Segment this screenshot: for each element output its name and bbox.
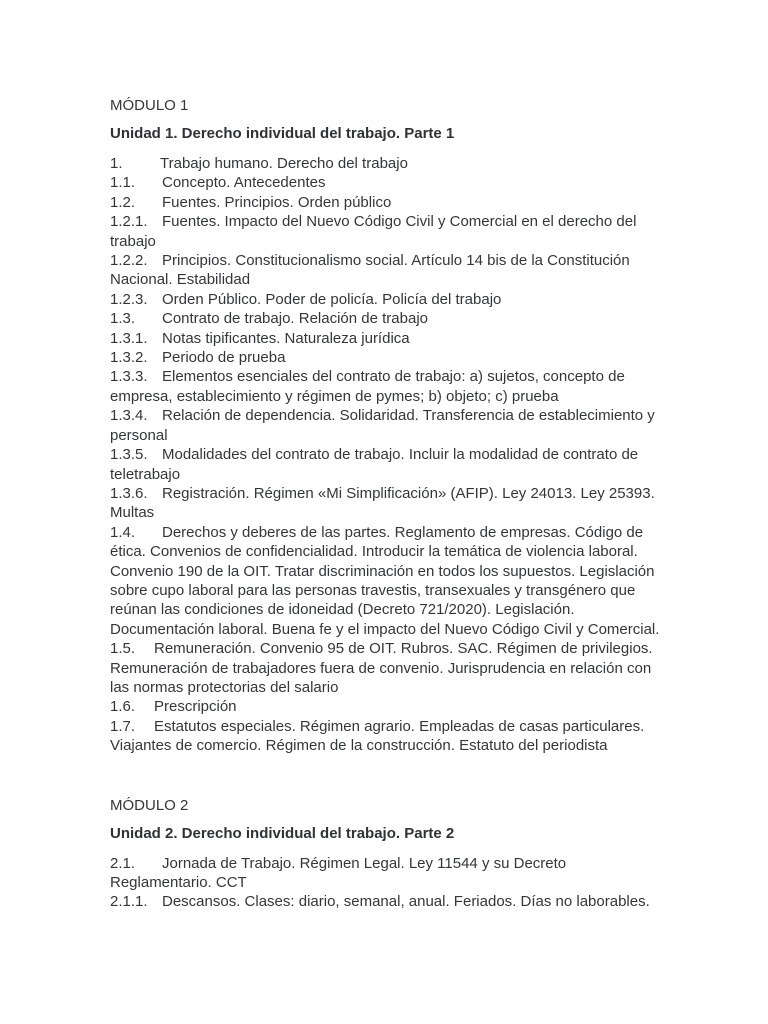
unit-2-title: Unidad 2. Derecho individual del trabajo. Parte 2: [110, 824, 455, 842]
item-text: Fuentes. Impacto del Nuevo Código Civil y Comercial en el derecho del trabajo: [110, 213, 637, 250]
item-text: Remuneración. Convenio 95 de OIT. Rubros. SAC. Régimen de privilegios. Remuneración de trabajadores fuera de convenio. Jurisprudencia en relación con las normas protectorias del salario: [110, 640, 653, 696]
item-text: Trabajo humano. Derecho del trabajo: [160, 155, 408, 172]
list-item: [110, 193, 662, 212]
item-text: Registración. Régimen «Mi Simplificación» (AFIP). Ley 24013. Ley 25393. Multas: [110, 484, 655, 522]
item-number: 1.3.2.: [110, 349, 148, 367]
item-number: 1.4.: [110, 523, 136, 541]
list-item: [110, 484, 662, 523]
item-number: 1.2.: [110, 193, 136, 211]
item-number: 2.1.1.: [110, 893, 148, 911]
item-text: Derechos y deberes de las partes. Reglamento de empresas. Código de ética. Convenios de confidencialidad. Introducir la temática de violencia laboral. Convenio 190 de la OIT. Tratar discriminación en todos los supuestos. Legislación sobre cupo laboral para las personas travestis, transexuales y transgénero que reúnan las condiciones de idoneidad (Decreto 721/2020). Legislación. Documentación laboral. Buena fe y el impacto del Nuevo Código Civil y Comercial.: [110, 523, 660, 638]
list-item: [110, 445, 662, 484]
item-number: 1.6.: [110, 698, 136, 716]
list-item: [110, 406, 662, 445]
item-text: Concepto. Antecedentes: [162, 174, 326, 192]
item-number: 1.3.6.: [110, 484, 148, 502]
list-item: [110, 367, 662, 406]
item-text: Elementos esenciales del contrato de trabajo: a) sujetos, concepto de empresa, establecimiento y régimen de pymes; b) objeto; c) prueba: [110, 368, 625, 405]
item-number: 1.5.: [110, 640, 136, 658]
item-text: Periodo de prueba: [162, 349, 286, 367]
item-number: 1.: [110, 155, 123, 172]
item-text: Contrato de trabajo. Relación de trabajo: [162, 310, 429, 328]
item-number: 1.1.: [110, 174, 136, 192]
list-item: [110, 523, 662, 639]
item-text: Modalidades del contrato de trabajo. Incluir la modalidad de contrato de teletrabajo: [110, 446, 639, 483]
module-spacer: [110, 756, 662, 796]
document-page: [110, 96, 662, 912]
item-number: 1.3.1.: [110, 329, 148, 347]
list-item: [110, 173, 662, 192]
item-text: Estatutos especiales. Régimen agrario. Empleadas de casas particulares. Viajantes de comercio. Régimen de la construcción. Estatuto del periodista: [110, 717, 645, 755]
list-item: [110, 717, 662, 756]
list-item: [110, 309, 662, 328]
list-item: [110, 892, 662, 911]
list-item: [110, 154, 662, 173]
list-item: [110, 212, 662, 251]
module-2-title: MÓDULO 2: [110, 796, 189, 814]
item-number: 1.3.4.: [110, 407, 148, 425]
item-number: 1.3.3.: [110, 368, 148, 386]
list-item: [110, 290, 662, 309]
module-1-title: MÓDULO 1: [110, 97, 189, 114]
item-text: Fuentes. Principios. Orden público: [162, 193, 392, 211]
item-text: Notas tipificantes. Naturaleza jurídica: [162, 329, 410, 347]
list-item: [110, 251, 662, 290]
list-item: [110, 697, 662, 716]
item-text: Jornada de Trabajo. Régimen Legal. Ley 11544 y su Decreto Reglamentario. CCT: [110, 854, 567, 891]
item-number: 1.3.: [110, 310, 136, 328]
item-number: 2.1.: [110, 854, 136, 872]
item-number: 1.2.2.: [110, 252, 148, 270]
item-text: Orden Público. Poder de policía. Policía del trabajo: [162, 290, 502, 308]
module-2-items: [110, 854, 662, 912]
item-number: 1.7.: [110, 717, 136, 735]
list-item: [110, 348, 662, 367]
item-text: Relación de dependencia. Solidaridad. Transferencia de establecimiento y personal: [110, 407, 655, 444]
list-item: [110, 639, 662, 697]
list-item: [110, 854, 662, 893]
module-1-items: [110, 154, 662, 756]
item-text: Principios. Constitucionalismo social. Artículo 14 bis de la Constitución Nacional. Estabilidad: [110, 252, 630, 289]
list-item: [110, 329, 662, 348]
item-number: 1.2.1.: [110, 213, 148, 231]
item-text: Descansos. Clases: diario, semanal, anual. Feriados. Días no laborables.: [162, 893, 650, 911]
item-text: Prescripción: [154, 698, 237, 716]
item-number: 1.2.3.: [110, 290, 148, 308]
unit-1-title: Unidad 1. Derecho individual del trabajo. Parte 1: [110, 125, 455, 142]
item-number: 1.3.5.: [110, 446, 148, 464]
